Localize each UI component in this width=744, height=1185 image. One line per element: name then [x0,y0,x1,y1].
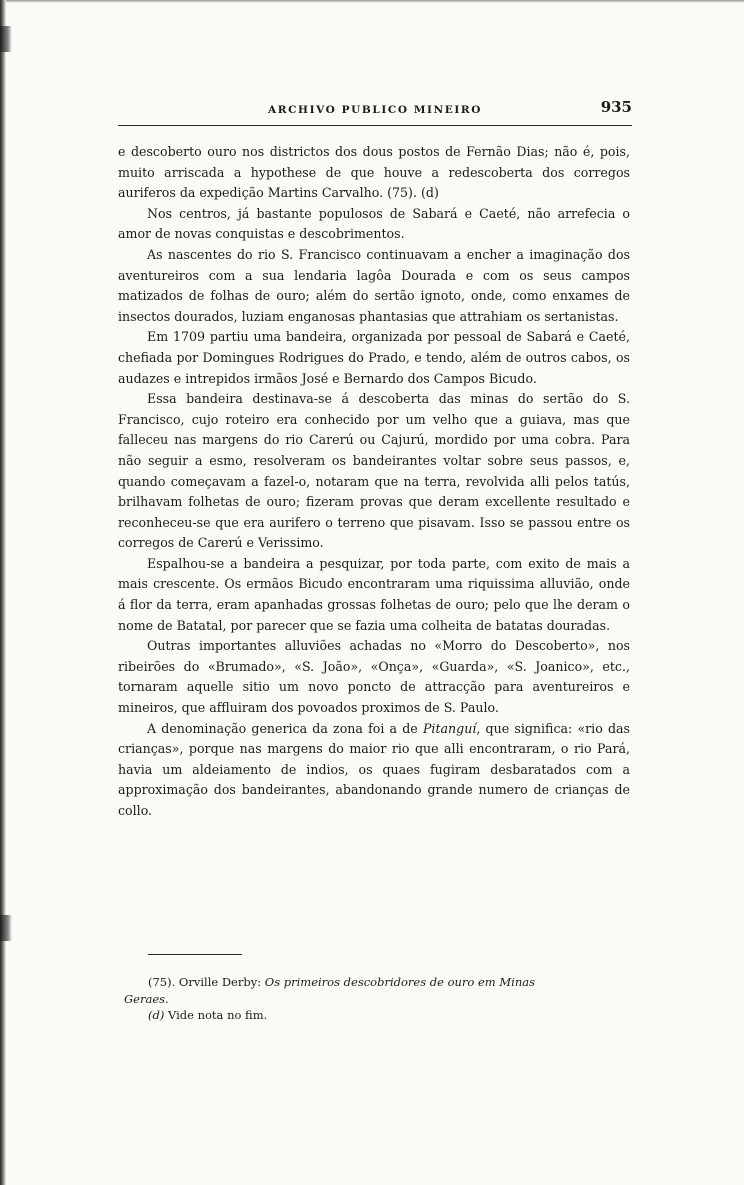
footnote-75-continuation [124,991,630,1008]
paragraph: As nascentes do rio S. Francisco continuavam a encher a imaginação dos aventureiros com a sua lendaria lagôa Dourada e com os seus campos matizados de folhas de ouro; além do sertão ignoto, onde, como enxames de insectos dourados, luziam enganosas phantasias que attrahiam os sertanistas. [118,246,630,324]
footnote-title-cont: Geraes. [124,991,169,1006]
header-rule [118,125,632,126]
paragraph: Em 1709 partiu uma bandeira, organizada por pessoal de Sabará e Caeté, chefiada por Domingues Rodrigues do Prado, e tendo, além de outros cabos, os audazes e intrepidos irmãos José e Bernardo dos Campos Bicudo. [118,329,630,386]
running-title: ARCHIVO PUBLICO MINEIRO [268,104,482,116]
paragraph: Essa bandeira destinava-se á descoberta das minas do sertão do S. Francisco, cujo roteiro era conhecido por um velho que a guiava, mas que falleceu nas margens do rio Carerú ou Cajurú, mordido por uma cobra. Para não seguir a esmo, resolveram os bandeirantes voltar sobre seus passos, e, quando começavam a fazel-o, notaram que na terra, revolvida alli pelos tatús, brilhavam folhetas de ouro; fizeram provas que deram excellente resultado e reconheceu-se que era aurifero o terreno que pisavam. Isso se passou entre os corregos de Carerú e Verissimo. [118,391,630,551]
scan-margin-shadow [0,0,6,1185]
paragraph: Nos centros, já bastante populosos de Sabará e Caeté, não arrefecia o amor de novas conquistas e descobrimentos. [118,205,630,242]
paragraph-text: A denominação generica da zona foi a de [147,720,423,736]
footnote-75 [148,974,630,991]
running-header [118,98,632,116]
paragraph: Espalhou-se a bandeira a pesquizar, por toda parte, com exito de mais a mais crescente. Os ermãos Bicudo encontraram uma riquissima alluvião, onde á flor da terra, eram apanhadas grossas folhetas de ouro; pelo que lhe deram o nome de Batatal, por parecer que se fazia uma colheita de batatas douradas. [118,555,630,633]
footnote-text: Vide nota no fim. [168,1008,268,1022]
footnote-rule [148,954,242,955]
paragraph: e descoberto ouro nos districtos dos dous postos de Fernão Dias; não é, pois, muito arriscada a hypothese de que houve a redescoberta dos corregos auriferos da expedição Martins Carvalho. (75). (d) [118,144,630,201]
footnotes [124,974,630,1024]
paragraph: Outras importantes alluviões achadas no «Morro do Descoberto», nos ribeirões do «Brumado», «S. João», «Onça», «Guarda», «S. Joanico», etc., tornaram aquelle sitio um novo poncto de attracção para aventureiros e mineiros, que affluiram dos povoados proximos de S. Paulo. [118,638,630,716]
footnote-author: Orville Derby: [178,975,262,989]
body-text [118,142,630,822]
paragraph [118,719,630,822]
footnote-title: Os primeiros descobridores de ouro em Minas [264,975,535,989]
footnote-marker: (d) [148,1008,165,1022]
paragraph-text: , que significa: «rio das crianças», porque nas margens do maior rio que alli encontraram, o rio Pará, havia um aldeiamento de indios, os quaes fugiram desbaratados com a approximação dos bandeirantes, abandonando grande numero de crianças de collo. [118,720,630,818]
place-name: Pitanguí [422,720,477,736]
page-number: 935 [600,98,632,116]
scan-margin-mark [0,26,12,52]
scan-edge [0,0,744,3]
footnote-marker: (75). [148,975,176,989]
footnote-d [148,1007,630,1024]
scan-margin-mark [0,915,12,941]
